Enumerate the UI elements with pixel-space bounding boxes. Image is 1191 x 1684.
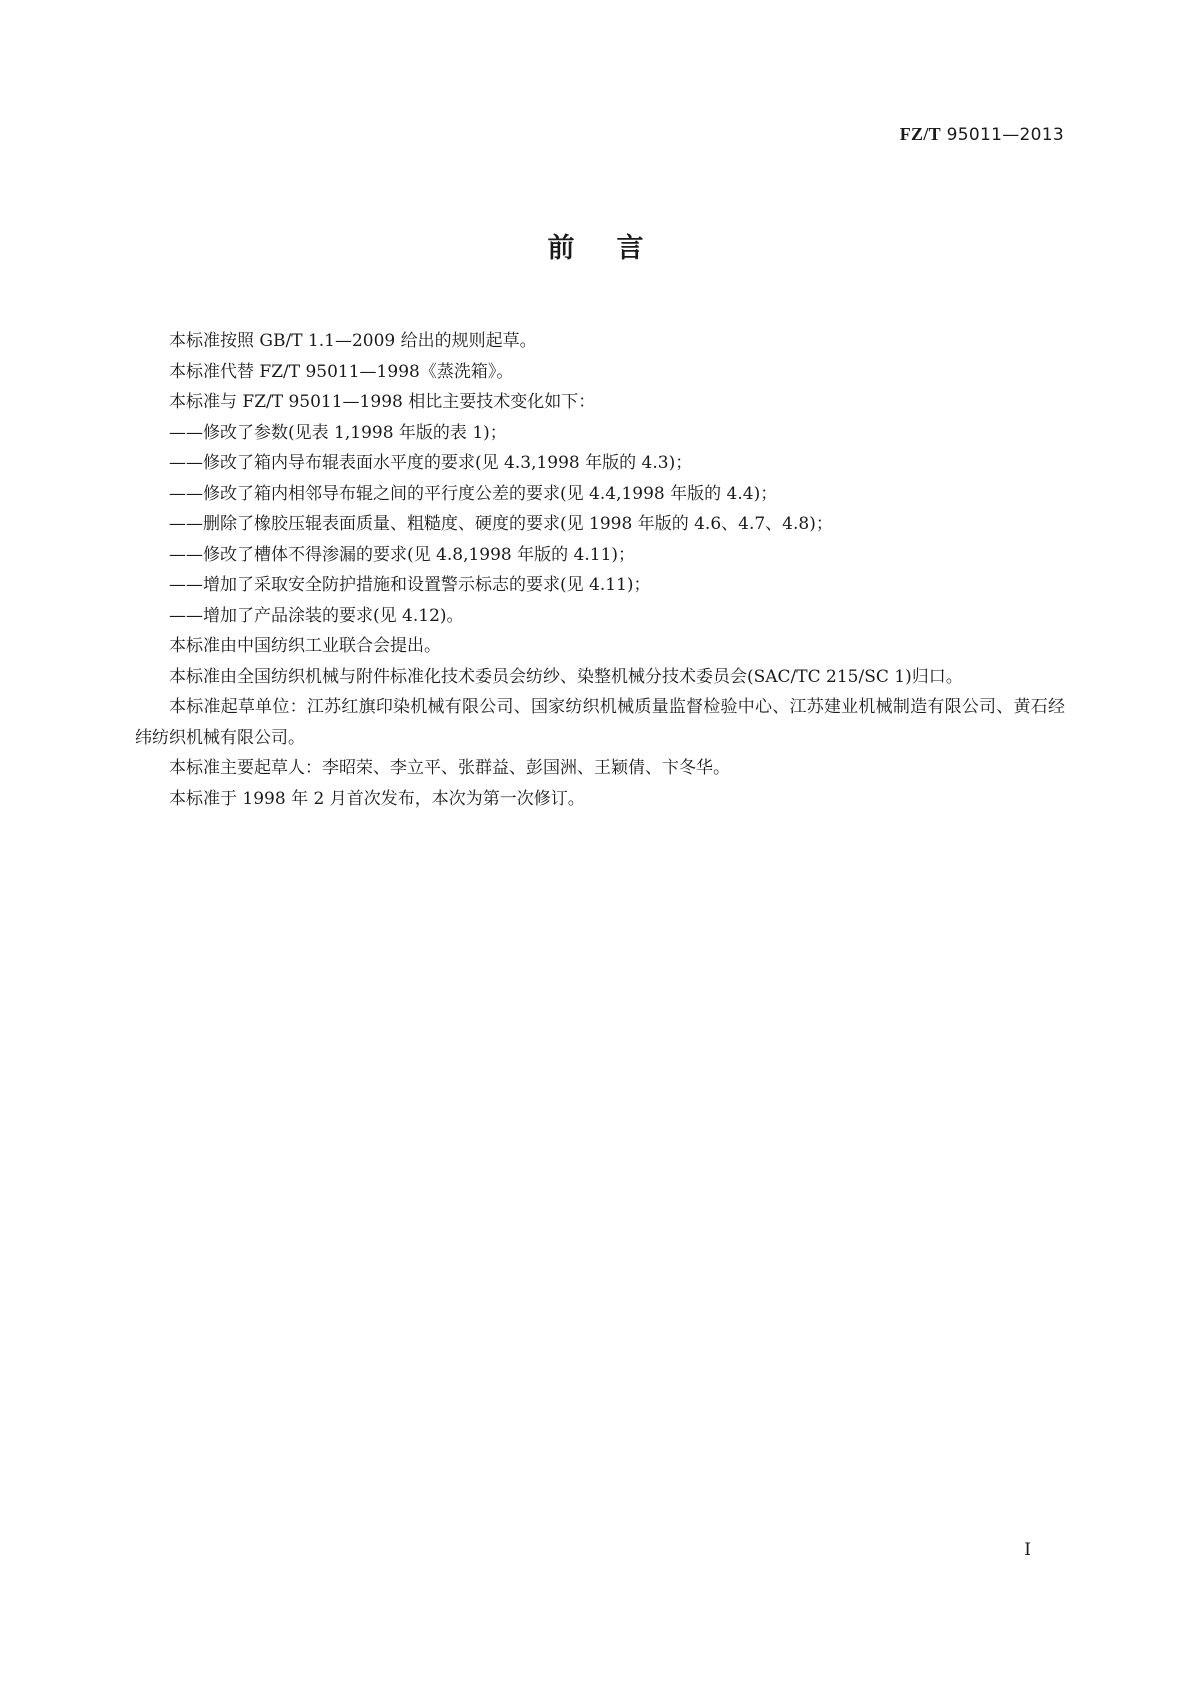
paragraph-publication-history: 本标准于 1998 年 2 月首次发布，本次为第一次修订。 <box>169 788 585 809</box>
paragraph-proposed-by: 本标准由中国纺织工业联合会提出。 <box>169 636 441 656</box>
list-item: ——修改了箱内导布辊表面水平度的要求(见 4.3,1998 年版的 4.3)； <box>169 453 693 473</box>
paragraph-drafting-units: 本标准起草单位：江苏红旗印染机械有限公司、国家纺织机械质量监督检验中心、江苏建业机械制造有限公司、黄石经纬纺织机械有限公司。 <box>135 697 1065 748</box>
list-item: ——增加了采取安全防护措施和设置警示标志的要求(见 4.11)； <box>169 575 651 595</box>
list-item: ——修改了参数(见表 1,1998 年版的表 1)； <box>169 422 507 443</box>
list-item: ——删除了橡胶压辊表面质量、粗糙度、硬度的要求(见 1998 年版的 4.6、4.7、4.8)； <box>169 514 833 534</box>
page-title: 前言 <box>547 233 686 264</box>
paragraph-replaces: 本标准代替 FZ/T 95011—1998《蒸洗箱》。 <box>169 361 514 382</box>
list-item: ——修改了槽体不得渗漏的要求(见 4.8,1998 年版的 4.11)； <box>169 544 636 565</box>
paragraph-drafting-rules: 本标准按照 GB/T 1.1—2009 给出的规则起草。 <box>169 331 537 351</box>
paragraph-changes-intro: 本标准与 FZ/T 95011—1998 相比主要技术变化如下： <box>169 392 596 412</box>
foreword-body <box>135 326 1065 814</box>
page-number: I <box>1024 1540 1031 1560</box>
paragraph-centralized-by: 本标准由全国纺织机械与附件标准化技术委员会纺纱、染整机械分技术委员会(SAC/TC 215/SC 1)归口。 <box>169 666 963 687</box>
paragraph-drafters: 本标准主要起草人：李昭荣、李立平、张群益、彭国洲、王颖倩、卞冬华。 <box>169 758 730 778</box>
standard-code-prefix: FZ/T <box>899 124 941 144</box>
list-item: ——增加了产品涂装的要求(见 4.12)。 <box>169 605 464 626</box>
standard-code-number: 95011—2013 <box>946 125 1064 145</box>
standard-code <box>900 124 1064 145</box>
list-item: ——修改了箱内相邻导布辊之间的平行度公差的要求(见 4.4,1998 年版的 4.4)； <box>169 483 778 504</box>
